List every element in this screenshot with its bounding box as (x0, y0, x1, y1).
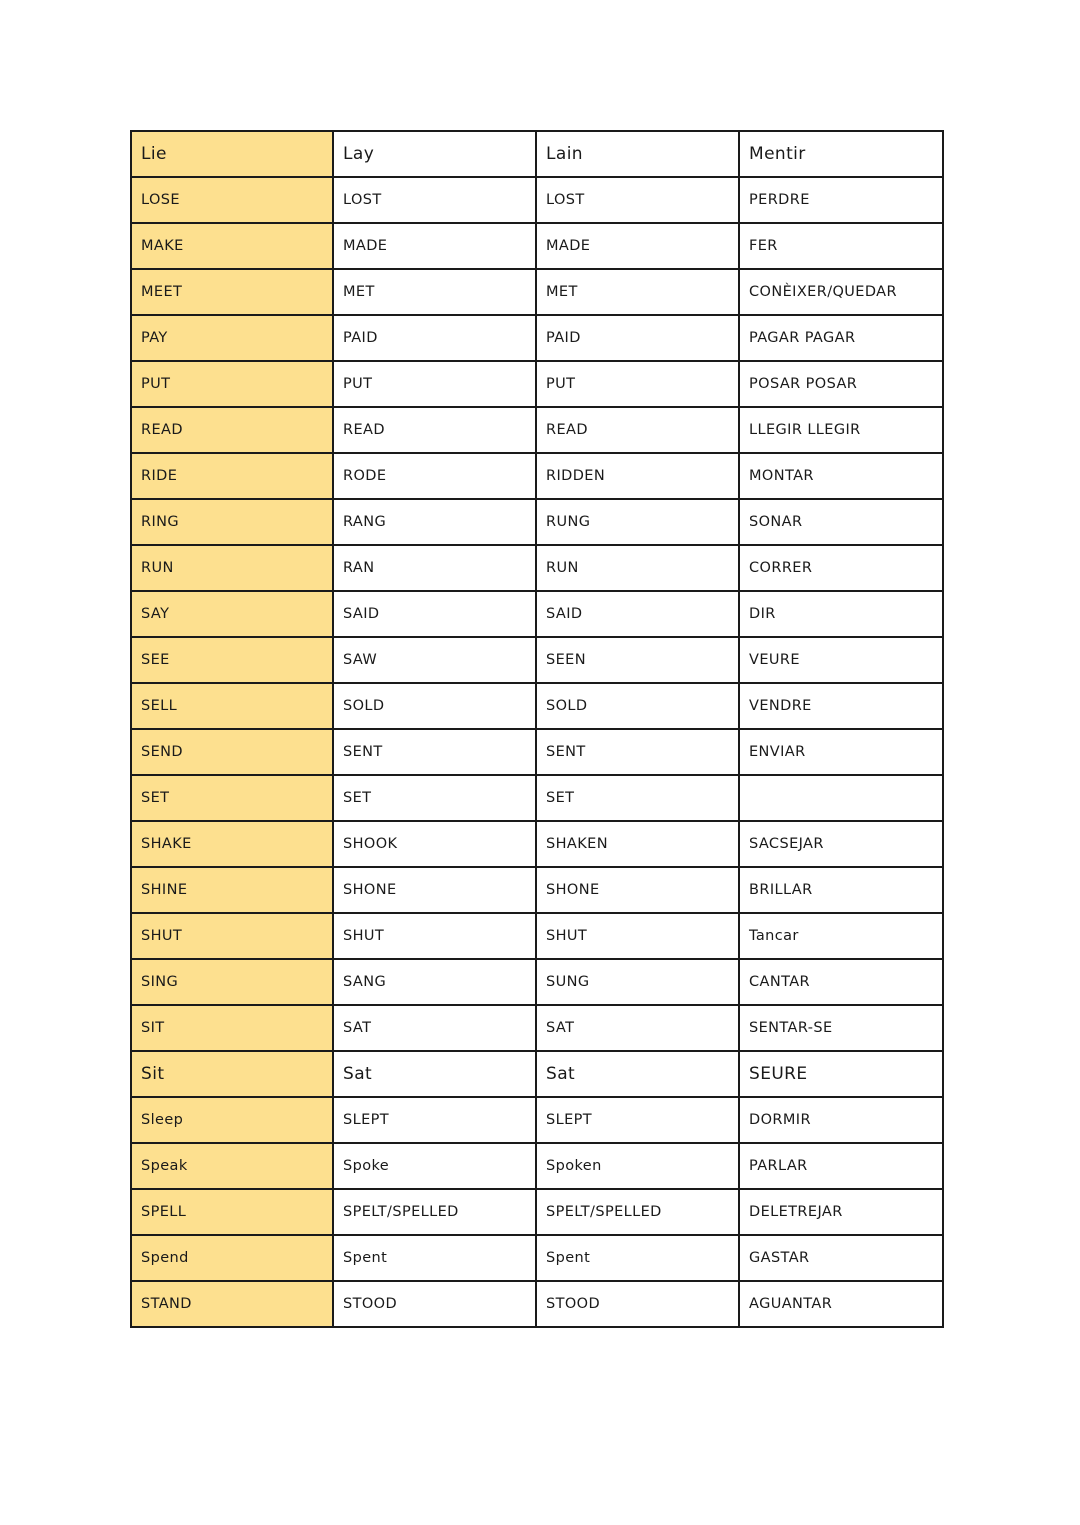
table-row (131, 315, 943, 361)
past-simple-cell: Sat (333, 1051, 536, 1097)
table-row (131, 453, 943, 499)
past-simple-cell: SHUT (333, 913, 536, 959)
table-row (131, 1097, 943, 1143)
translation-cell: LLEGIR LLEGIR (739, 407, 943, 453)
past-simple-cell: SAT (333, 1005, 536, 1051)
base-form-cell: SHAKE (131, 821, 333, 867)
past-participle-cell: STOOD (536, 1281, 739, 1327)
base-form-cell: SIT (131, 1005, 333, 1051)
base-form-cell: SHUT (131, 913, 333, 959)
past-simple-cell: SET (333, 775, 536, 821)
table-row (131, 361, 943, 407)
base-form-cell: Sleep (131, 1097, 333, 1143)
base-form-cell: SHINE (131, 867, 333, 913)
base-form-cell: SEE (131, 637, 333, 683)
past-simple-cell: SENT (333, 729, 536, 775)
past-participle-cell: SEEN (536, 637, 739, 683)
past-simple-cell: SPELT/SPELLED (333, 1189, 536, 1235)
past-participle-cell: READ (536, 407, 739, 453)
base-form-cell: Spend (131, 1235, 333, 1281)
past-participle-cell: SET (536, 775, 739, 821)
past-simple-cell: Spent (333, 1235, 536, 1281)
table-row (131, 177, 943, 223)
translation-cell: GASTAR (739, 1235, 943, 1281)
past-participle-cell: SOLD (536, 683, 739, 729)
table-row (131, 269, 943, 315)
base-form-cell: Speak (131, 1143, 333, 1189)
table-body (131, 131, 943, 1327)
table-row (131, 223, 943, 269)
past-simple-cell: MET (333, 269, 536, 315)
translation-cell: PAGAR PAGAR (739, 315, 943, 361)
past-participle-cell: Sat (536, 1051, 739, 1097)
table-row (131, 1235, 943, 1281)
past-participle-cell: PUT (536, 361, 739, 407)
past-participle-cell: SHONE (536, 867, 739, 913)
base-form-cell: RIDE (131, 453, 333, 499)
past-simple-cell: RANG (333, 499, 536, 545)
table-row (131, 1281, 943, 1327)
base-form-cell: PAY (131, 315, 333, 361)
base-form-cell: READ (131, 407, 333, 453)
base-form-cell: MAKE (131, 223, 333, 269)
table-row (131, 821, 943, 867)
table-row (131, 683, 943, 729)
past-simple-cell: PUT (333, 361, 536, 407)
irregular-verbs-table (130, 130, 944, 1328)
table-row (131, 407, 943, 453)
past-participle-cell: PAID (536, 315, 739, 361)
past-simple-cell: Spoke (333, 1143, 536, 1189)
base-form-cell: SEND (131, 729, 333, 775)
past-simple-cell: SLEPT (333, 1097, 536, 1143)
table-row (131, 131, 943, 177)
base-form-cell: SING (131, 959, 333, 1005)
table-row (131, 1051, 943, 1097)
table-row (131, 867, 943, 913)
past-simple-cell: SHONE (333, 867, 536, 913)
translation-cell: SENTAR-SE (739, 1005, 943, 1051)
translation-cell: BRILLAR (739, 867, 943, 913)
translation-cell: Tancar (739, 913, 943, 959)
past-participle-cell: RUNG (536, 499, 739, 545)
past-participle-cell: SPELT/SPELLED (536, 1189, 739, 1235)
translation-cell: SEURE (739, 1051, 943, 1097)
translation-cell: CORRER (739, 545, 943, 591)
past-simple-cell: RAN (333, 545, 536, 591)
base-form-cell: SPELL (131, 1189, 333, 1235)
base-form-cell: Lie (131, 131, 333, 177)
past-participle-cell: SENT (536, 729, 739, 775)
translation-cell: POSAR POSAR (739, 361, 943, 407)
past-participle-cell: SUNG (536, 959, 739, 1005)
translation-cell: FER (739, 223, 943, 269)
past-simple-cell: SHOOK (333, 821, 536, 867)
past-simple-cell: PAID (333, 315, 536, 361)
past-simple-cell: STOOD (333, 1281, 536, 1327)
past-participle-cell: SAT (536, 1005, 739, 1051)
base-form-cell: LOSE (131, 177, 333, 223)
base-form-cell: RING (131, 499, 333, 545)
base-form-cell: RUN (131, 545, 333, 591)
past-simple-cell: LOST (333, 177, 536, 223)
translation-cell: MONTAR (739, 453, 943, 499)
past-participle-cell: RIDDEN (536, 453, 739, 499)
past-participle-cell: Spent (536, 1235, 739, 1281)
table-row (131, 499, 943, 545)
translation-cell: VEURE (739, 637, 943, 683)
translation-cell: PERDRE (739, 177, 943, 223)
table-row (131, 545, 943, 591)
past-participle-cell: MADE (536, 223, 739, 269)
past-participle-cell: Lain (536, 131, 739, 177)
base-form-cell: SELL (131, 683, 333, 729)
past-simple-cell: MADE (333, 223, 536, 269)
base-form-cell: MEET (131, 269, 333, 315)
translation-cell: DORMIR (739, 1097, 943, 1143)
table-row (131, 959, 943, 1005)
past-simple-cell: SANG (333, 959, 536, 1005)
translation-cell: Mentir (739, 131, 943, 177)
past-participle-cell: Spoken (536, 1143, 739, 1189)
table-row (131, 591, 943, 637)
translation-cell: SACSEJAR (739, 821, 943, 867)
translation-cell (739, 775, 943, 821)
base-form-cell: SET (131, 775, 333, 821)
past-simple-cell: SOLD (333, 683, 536, 729)
table-row (131, 775, 943, 821)
base-form-cell: Sit (131, 1051, 333, 1097)
translation-cell: SONAR (739, 499, 943, 545)
translation-cell: DIR (739, 591, 943, 637)
past-simple-cell: READ (333, 407, 536, 453)
past-participle-cell: SAID (536, 591, 739, 637)
translation-cell: CANTAR (739, 959, 943, 1005)
past-participle-cell: SHAKEN (536, 821, 739, 867)
past-participle-cell: LOST (536, 177, 739, 223)
translation-cell: DELETREJAR (739, 1189, 943, 1235)
past-simple-cell: RODE (333, 453, 536, 499)
past-participle-cell: RUN (536, 545, 739, 591)
table-row (131, 729, 943, 775)
past-participle-cell: SLEPT (536, 1097, 739, 1143)
translation-cell: AGUANTAR (739, 1281, 943, 1327)
past-participle-cell: SHUT (536, 913, 739, 959)
table-row (131, 1005, 943, 1051)
base-form-cell: SAY (131, 591, 333, 637)
past-participle-cell: MET (536, 269, 739, 315)
past-simple-cell: Lay (333, 131, 536, 177)
translation-cell: ENVIAR (739, 729, 943, 775)
table-row (131, 1143, 943, 1189)
past-simple-cell: SAW (333, 637, 536, 683)
table-row (131, 913, 943, 959)
table-row (131, 1189, 943, 1235)
translation-cell: CONÈIXER/QUEDAR (739, 269, 943, 315)
base-form-cell: PUT (131, 361, 333, 407)
translation-cell: VENDRE (739, 683, 943, 729)
past-simple-cell: SAID (333, 591, 536, 637)
translation-cell: PARLAR (739, 1143, 943, 1189)
table-row (131, 637, 943, 683)
base-form-cell: STAND (131, 1281, 333, 1327)
